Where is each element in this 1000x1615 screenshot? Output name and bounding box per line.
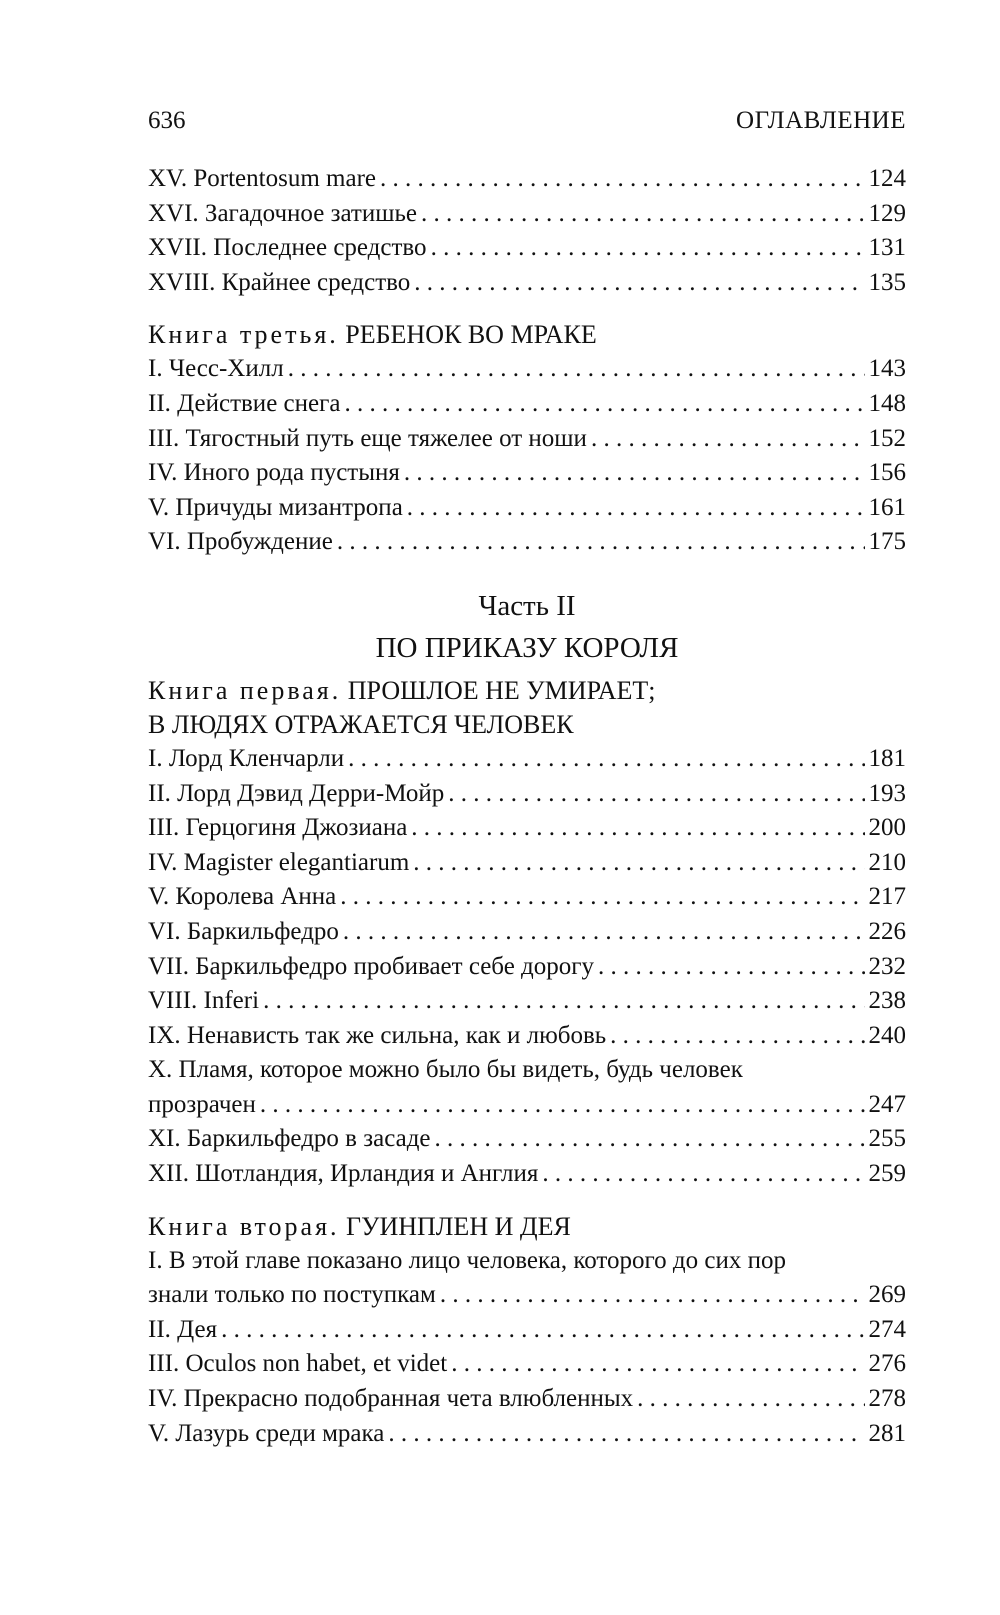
leader-dots [448,777,864,812]
leader-dots [414,266,864,301]
leader-dots [440,1278,865,1313]
toc-section-book-3 [148,352,906,560]
leader-dots [421,197,865,232]
leader-dots [431,231,865,266]
leader-dots [388,1417,864,1452]
toc-entry[interactable]: IV. Magister elegantiarum . . . 210 [148,846,906,881]
toc-entry[interactable]: IV. Прекрасно подобранная чета влюбленных . . . 278 [148,1382,906,1417]
toc-entry[interactable]: XVII. Последнее средство . . . 131 [148,231,906,266]
leader-dots [411,811,864,846]
leader-dots [221,1313,864,1348]
toc-entry[interactable]: VIII. Inferi . . . 238 [148,984,906,1019]
toc-entry[interactable]: III. Oculos non habet, et videt . . . 276 [148,1347,906,1382]
leader-dots [337,525,865,560]
toc-section-part2-book-2 [148,1244,906,1452]
toc-section-part2-book-1 [148,742,906,1192]
toc-entry[interactable]: VI. Баркильфедро . . . 226 [148,915,906,950]
leader-dots [348,742,864,777]
leader-dots [263,984,864,1019]
toc-entry[interactable]: VII. Баркильфедро пробивает себе дорогу . . . 232 [148,950,906,985]
leader-dots [344,387,864,422]
toc-entry-line1: X. Пламя, которое можно было бы видеть, будь человек [148,1056,743,1084]
leader-dots [404,456,865,491]
book-heading: Книга вторая. ГУИНПЛЕН И ДЕЯ [148,1211,571,1241]
toc-entry-line1: I. В этой главе показано лицо человека, которого до сих пор [148,1246,786,1274]
toc-entry[interactable]: XV. Portentosum mare . . . 124 [148,162,906,197]
part-number: Часть II [478,589,576,622]
toc-entry[interactable]: XI. Баркильфедро в засаде . . . 255 [148,1122,906,1157]
page-number: 636 [148,107,186,134]
toc-entry[interactable]: V. Причуды мизантропа . . . 161 [148,491,906,526]
toc-entry-multiline[interactable]: X. Пламя, которое можно было бы видеть, будь человек прозрачен . . . 247 [148,1053,906,1122]
toc-entry[interactable]: IV. Иного рода пустыня . . . 156 [148,456,906,491]
toc-entry[interactable]: IX. Ненависть так же сильна, как и любовь . . . 240 [148,1019,906,1054]
toc-entry[interactable]: I. Лорд Кленчарли . . . 181 [148,742,906,777]
page-header [148,106,906,136]
book-heading: Книга первая. ПРОШЛОЕ НЕ УМИРАЕТ; В ЛЮДЯХ ОТРАЖАЕТСЯ ЧЕЛОВЕК [148,675,656,739]
leader-dots [288,352,865,387]
toc-entry[interactable]: III. Тягостный путь еще тяжелее от ноши . . . 152 [148,422,906,457]
toc-entry[interactable]: V. Лазурь среди мрака . . . 281 [148,1417,906,1452]
toc-entry[interactable]: II. Действие снега . . . 148 [148,387,906,422]
toc-entry[interactable]: II. Лорд Дэвид Дерри-Мойр . . . 193 [148,777,906,812]
toc-entry[interactable]: I. Чесс-Хилл . . . 143 [148,352,906,387]
toc-entry[interactable]: III. Герцогиня Джозиана . . . 200 [148,811,906,846]
part-title: ПО ПРИКАЗУ КОРОЛЯ [375,631,679,664]
leader-dots [260,1088,865,1123]
leader-dots [610,1019,864,1054]
toc-entry[interactable]: V. Королева Анна . . . 217 [148,880,906,915]
toc-entry[interactable]: VI. Пробуждение . . . 175 [148,525,906,560]
toc-section-continued [148,162,906,300]
leader-dots [407,491,865,526]
toc-entry[interactable]: XII. Шотландия, Ирландия и Англия . . . 259 [148,1157,906,1192]
toc-entry[interactable]: II. Дея . . . 274 [148,1313,906,1348]
leader-dots [413,846,864,881]
toc-entry[interactable]: XVI. Загадочное затишье . . . 129 [148,197,906,232]
book-heading: Книга третья. РЕБЕНОК ВО МРАКЕ [148,320,597,350]
leader-dots [598,950,864,985]
toc-content [148,162,906,1451]
leader-dots [451,1347,864,1382]
toc-entry-multiline[interactable]: I. В этой главе показано лицо человека, которого до сих пор знали только по поступкам . . . 269 [148,1244,906,1313]
leader-dots [435,1122,865,1157]
leader-dots [637,1382,864,1417]
toc-entry[interactable]: XVIII. Крайнее средство . . . 135 [148,266,906,301]
leader-dots [542,1157,864,1192]
leader-dots [340,880,864,915]
leader-dots [343,915,865,950]
leader-dots [591,422,865,457]
running-title: ОГЛАВЛЕНИЕ [736,107,906,134]
leader-dots [380,162,865,197]
